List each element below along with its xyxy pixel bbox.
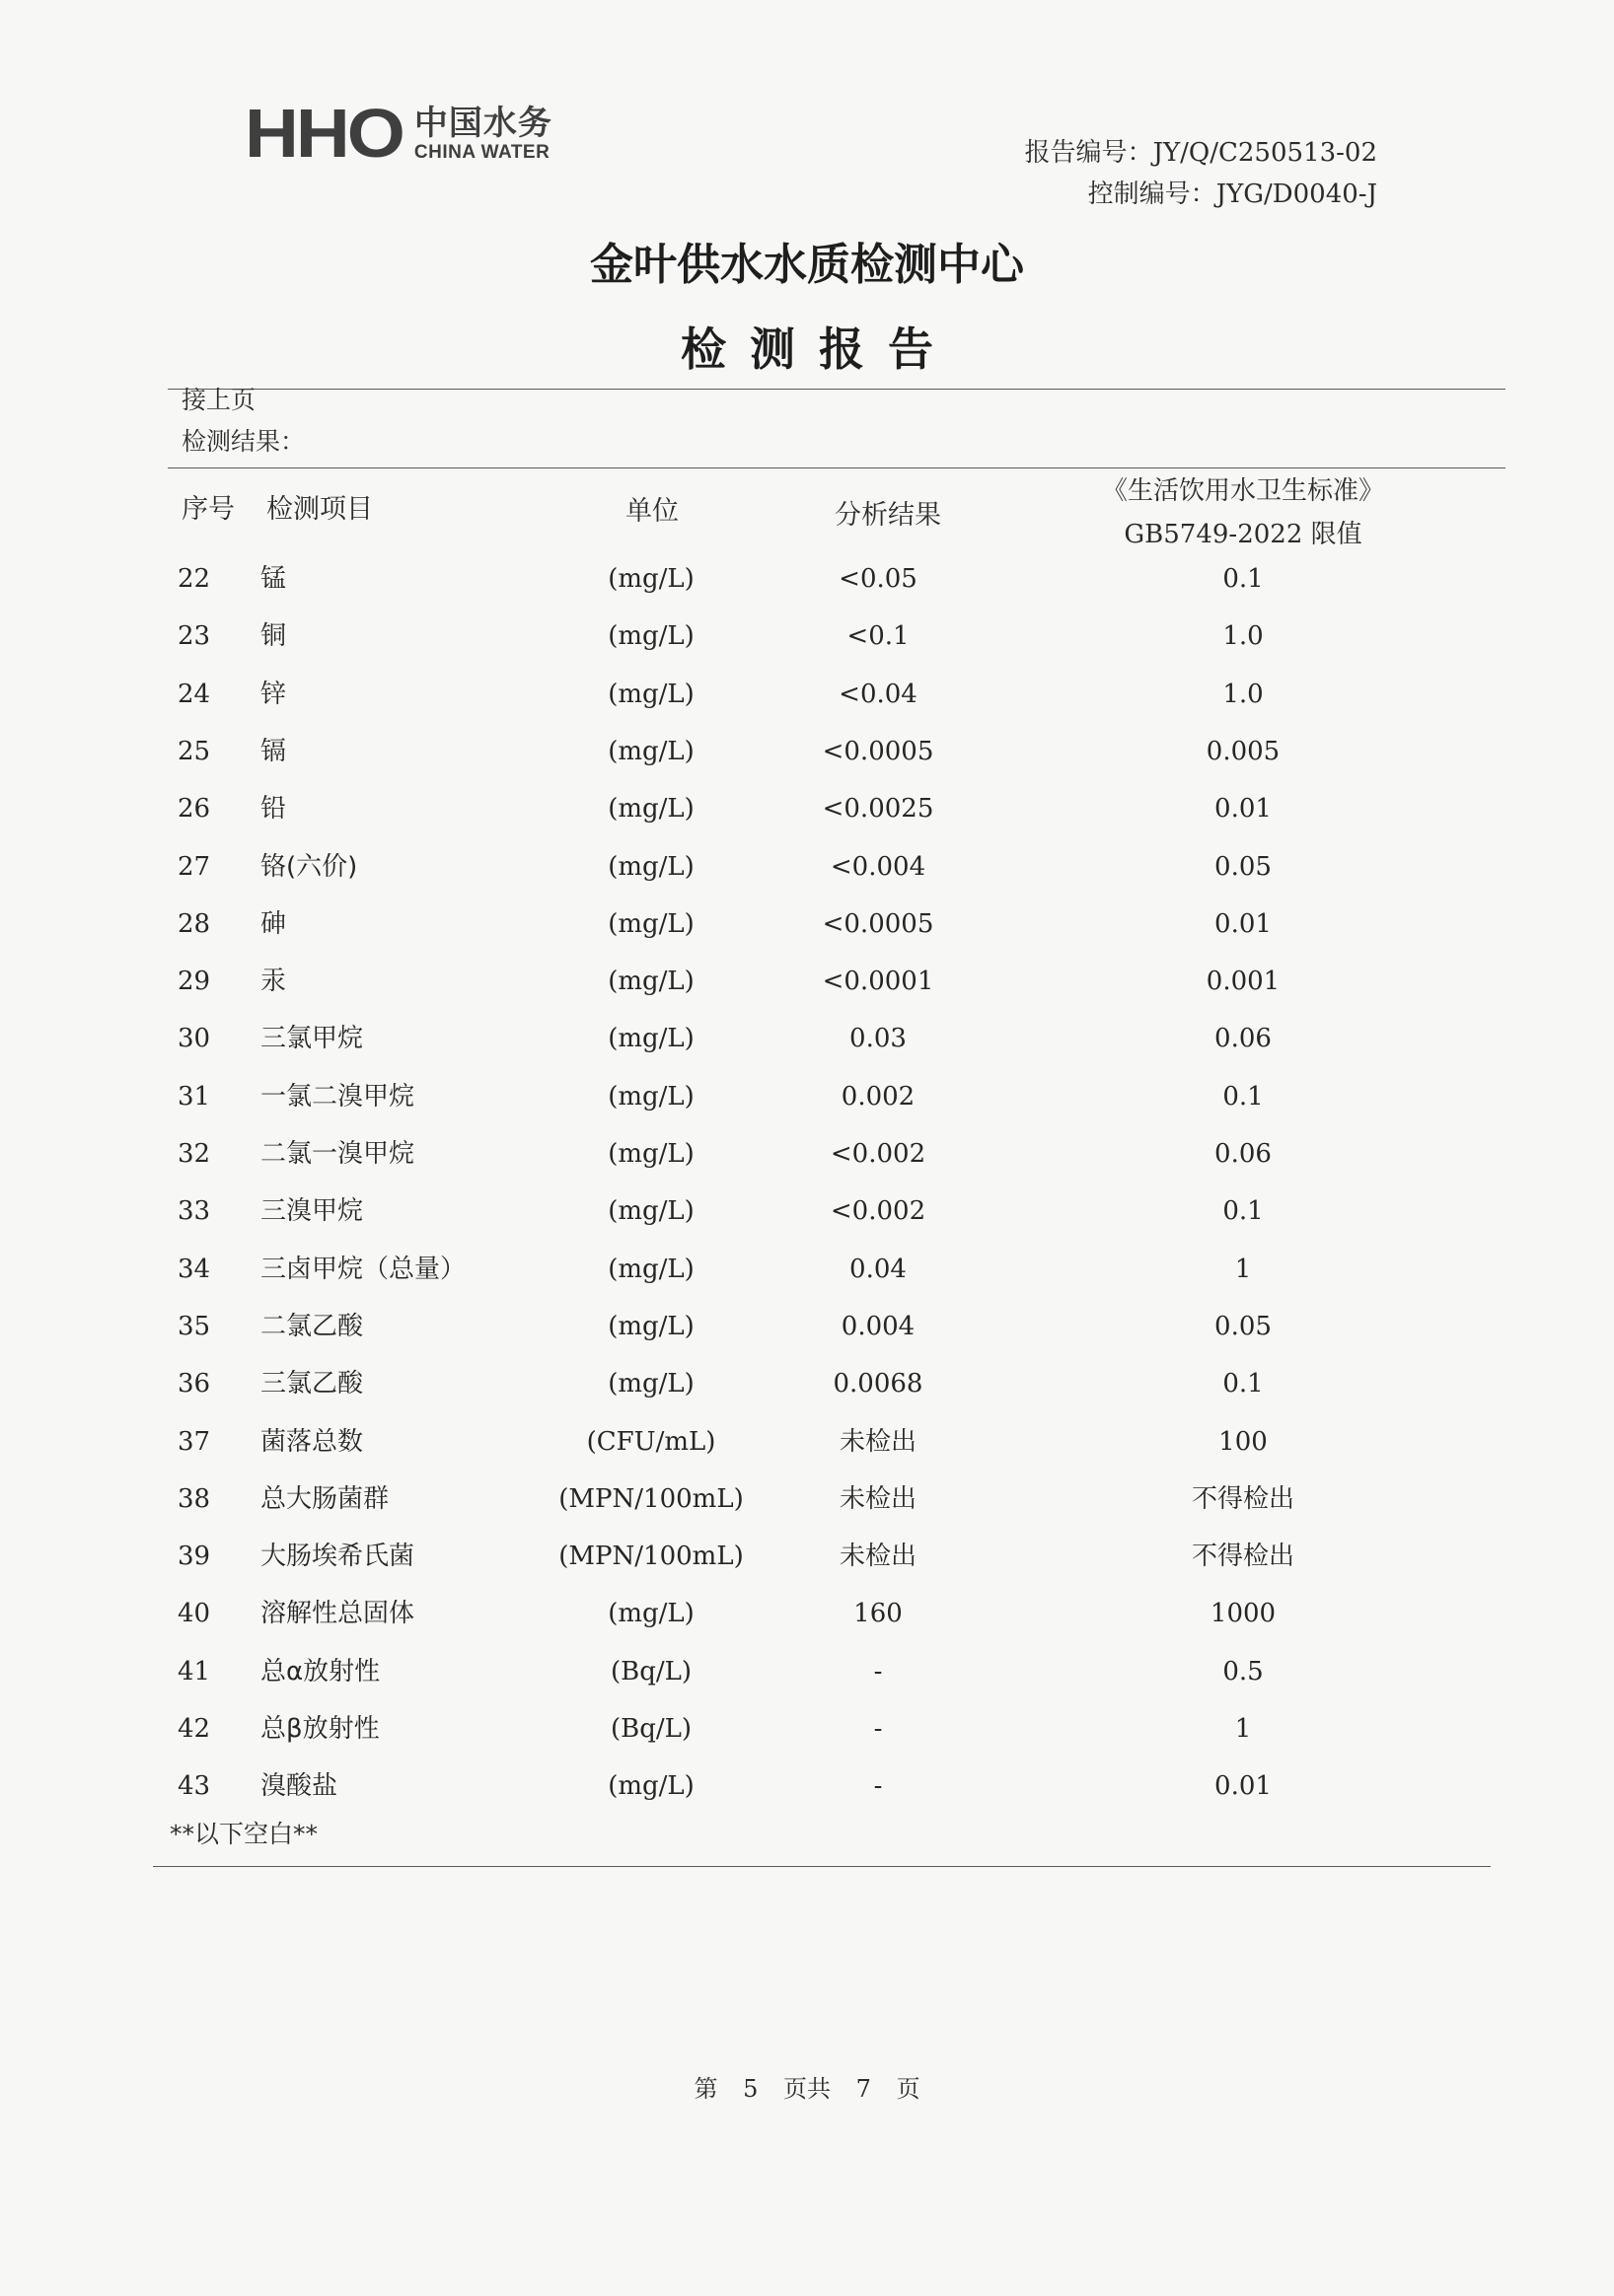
row-result: <0.05 [839, 564, 917, 594]
row-limit: 0.05 [1214, 851, 1272, 882]
row-number: 37 [178, 1426, 211, 1457]
row-limit: 0.05 [1214, 1311, 1272, 1341]
row-item: 大肠埃希氏菌 [260, 1542, 415, 1572]
row-unit: (mg/L) [608, 794, 695, 825]
row-unit: (Bq/L) [610, 1714, 693, 1744]
row-result: <0.1 [846, 621, 910, 652]
control-number: JYG/D0040-J [1215, 179, 1377, 209]
row-unit: (MPN/100mL) [558, 1483, 744, 1514]
row-unit: (CFU/mL) [586, 1426, 716, 1457]
page-subtitle: 检测报告 [681, 323, 957, 376]
row-result: <0.0005 [822, 736, 934, 766]
end-of-data-note: **以下空白** [170, 1820, 319, 1848]
footer-total-pages: 7 [855, 2075, 871, 2103]
row-item: 三卤甲烷（总量） [260, 1254, 467, 1284]
row-number: 22 [178, 564, 211, 594]
row-limit: 0.1 [1222, 1369, 1264, 1399]
row-result: 0.0068 [833, 1369, 923, 1399]
table-row [0, 1068, 1614, 1125]
row-result: - [873, 1714, 883, 1744]
row-item: 锰 [260, 564, 287, 594]
report-number-line [1025, 132, 1377, 174]
row-item: 总α放射性 [260, 1656, 381, 1686]
row-result: <0.004 [830, 851, 926, 882]
row-unit: (mg/L) [608, 1771, 695, 1802]
row-unit: (mg/L) [608, 736, 695, 766]
row-unit: (mg/L) [608, 967, 695, 997]
row-unit: (mg/L) [608, 1081, 695, 1112]
row-number: 33 [178, 1196, 211, 1227]
row-result: <0.0005 [822, 908, 934, 939]
header-no: 序号 [182, 494, 235, 525]
row-limit: 不得检出 [1191, 1542, 1294, 1572]
row-limit: 1.0 [1222, 621, 1264, 652]
header-result: 分析结果 [835, 500, 941, 531]
row-item: 镉 [260, 736, 287, 766]
row-number: 42 [178, 1714, 211, 1744]
row-result: 0.004 [841, 1311, 916, 1341]
row-number: 34 [178, 1254, 211, 1284]
table-row [0, 1758, 1614, 1815]
row-item: 溴酸盐 [260, 1771, 338, 1802]
row-limit: 0.1 [1222, 564, 1264, 594]
page-footer [0, 2069, 1614, 2104]
top-divider [168, 389, 1505, 390]
row-item: 二氯乙酸 [260, 1311, 364, 1341]
row-item: 三溴甲烷 [260, 1196, 364, 1227]
footer-page-number: 5 [743, 2075, 759, 2103]
table-row [0, 608, 1614, 665]
header-standard-code: GB5749-2022 限值 [1124, 520, 1362, 549]
row-limit: 0.001 [1206, 967, 1281, 997]
header-item: 检测项目 [266, 494, 373, 525]
table-row [0, 1700, 1614, 1758]
row-number: 27 [178, 851, 211, 882]
row-limit: 1.0 [1222, 679, 1264, 709]
row-unit: (mg/L) [608, 908, 695, 939]
table-row [0, 1010, 1614, 1067]
row-number: 36 [178, 1369, 211, 1399]
table-row [0, 1183, 1614, 1240]
logo-mark: HHO [245, 95, 403, 173]
row-number: 26 [178, 794, 211, 825]
row-number: 38 [178, 1483, 211, 1514]
table-row [0, 1125, 1614, 1183]
logo-name-en: CHINA WATER [413, 141, 550, 163]
row-limit: 0.01 [1214, 1771, 1272, 1802]
row-number: 29 [178, 967, 211, 997]
row-unit: (mg/L) [608, 1196, 695, 1227]
row-number: 31 [178, 1081, 211, 1112]
row-result: <0.002 [830, 1139, 926, 1169]
header-unit: 单位 [625, 496, 679, 527]
row-number: 39 [178, 1542, 211, 1572]
row-result: 160 [853, 1599, 903, 1629]
row-result: <0.002 [830, 1196, 926, 1227]
row-unit: (mg/L) [608, 1139, 695, 1169]
row-limit: 不得检出 [1191, 1483, 1294, 1514]
table-row [0, 1355, 1614, 1412]
row-limit: 0.01 [1214, 908, 1272, 939]
row-unit: (Bq/L) [610, 1656, 693, 1686]
row-result: 未检出 [839, 1483, 917, 1514]
row-result: <0.0025 [822, 794, 934, 825]
row-unit: (mg/L) [608, 851, 695, 882]
footer-page-mid: 页共 [783, 2075, 831, 2103]
row-number: 35 [178, 1311, 211, 1341]
row-item: 铬(六价) [260, 851, 358, 882]
row-number: 41 [178, 1656, 211, 1686]
row-number: 24 [178, 679, 211, 709]
header-divider [168, 467, 1505, 468]
row-item: 砷 [260, 908, 287, 939]
row-result: 未检出 [839, 1426, 917, 1457]
row-item: 总β放射性 [260, 1714, 380, 1744]
row-item: 溶解性总固体 [260, 1599, 415, 1629]
row-result: 0.03 [849, 1024, 907, 1054]
row-result: - [873, 1771, 883, 1802]
row-item: 铅 [260, 794, 287, 825]
row-item: 菌落总数 [260, 1426, 364, 1457]
row-result: 未检出 [839, 1542, 917, 1572]
row-result: <0.04 [839, 679, 917, 709]
table-row [0, 550, 1614, 608]
row-unit: (mg/L) [608, 564, 695, 594]
table-row [0, 1643, 1614, 1700]
row-item: 铜 [260, 621, 287, 652]
row-unit: (mg/L) [608, 679, 695, 709]
bottom-divider [153, 1866, 1491, 1867]
row-number: 30 [178, 1024, 211, 1054]
row-number: 40 [178, 1599, 211, 1629]
row-limit: 0.06 [1214, 1024, 1272, 1054]
footer-page-prefix: 第 [694, 2075, 718, 2103]
row-number: 32 [178, 1139, 211, 1169]
row-item: 一氯二溴甲烷 [260, 1081, 415, 1112]
table-row [0, 1528, 1614, 1585]
company-logo [245, 91, 552, 177]
table-row [0, 1585, 1614, 1642]
table-row [0, 723, 1614, 780]
row-item: 锌 [260, 679, 287, 709]
row-result: - [873, 1656, 883, 1686]
row-unit: (mg/L) [608, 1024, 695, 1054]
row-unit: (MPN/100mL) [558, 1542, 744, 1572]
row-unit: (mg/L) [608, 1599, 695, 1629]
row-item: 总大肠菌群 [260, 1483, 390, 1514]
row-limit: 0.06 [1214, 1139, 1272, 1169]
report-meta [1025, 132, 1377, 215]
row-number: 43 [178, 1771, 211, 1802]
table-row [0, 1298, 1614, 1355]
row-number: 28 [178, 908, 211, 939]
table-row [0, 896, 1614, 953]
table-row [0, 780, 1614, 837]
header-standard-name: 《生活饮用水卫生标准》 [1101, 476, 1384, 506]
results-label: 检测结果： [182, 427, 306, 456]
row-item: 三氯甲烷 [260, 1024, 364, 1054]
row-result: 0.002 [841, 1081, 916, 1112]
control-number-label: 控制编号： [1087, 179, 1216, 209]
row-limit: 1000 [1210, 1599, 1277, 1629]
control-number-line [1025, 174, 1377, 215]
header-standard [1075, 469, 1411, 556]
table-row [0, 666, 1614, 723]
row-limit: 0.5 [1222, 1656, 1264, 1686]
footer-page-suffix: 页 [896, 2075, 920, 2103]
row-limit: 0.01 [1214, 794, 1272, 825]
page-title: 金叶供水水质检测中心 [590, 240, 1024, 290]
row-limit: 0.1 [1222, 1081, 1264, 1112]
row-item: 汞 [260, 967, 287, 997]
row-unit: (mg/L) [608, 1311, 695, 1341]
report-number: JY/Q/C250513-02 [1152, 138, 1377, 168]
row-limit: 100 [1218, 1426, 1268, 1457]
row-result: 0.04 [849, 1254, 907, 1284]
table-row [0, 1241, 1614, 1298]
row-limit: 0.005 [1206, 736, 1281, 766]
row-item: 三氯乙酸 [260, 1369, 364, 1399]
table-row [0, 1471, 1614, 1528]
logo-text [413, 103, 552, 163]
row-number: 23 [178, 621, 211, 652]
report-number-label: 报告编号： [1024, 138, 1153, 168]
continued-note: 接上页 [182, 386, 257, 414]
row-unit: (mg/L) [608, 1254, 695, 1284]
table-row [0, 1413, 1614, 1471]
row-item: 二氯一溴甲烷 [260, 1139, 415, 1169]
row-unit: (mg/L) [608, 621, 695, 652]
row-limit: 0.1 [1222, 1196, 1264, 1227]
row-result: <0.0001 [822, 967, 934, 997]
row-number: 25 [178, 736, 211, 766]
table-row [0, 838, 1614, 896]
row-limit: 1 [1234, 1714, 1252, 1744]
logo-name-cn: 中国水务 [413, 103, 552, 143]
row-limit: 1 [1234, 1254, 1252, 1284]
table-row [0, 953, 1614, 1010]
row-unit: (mg/L) [608, 1369, 695, 1399]
